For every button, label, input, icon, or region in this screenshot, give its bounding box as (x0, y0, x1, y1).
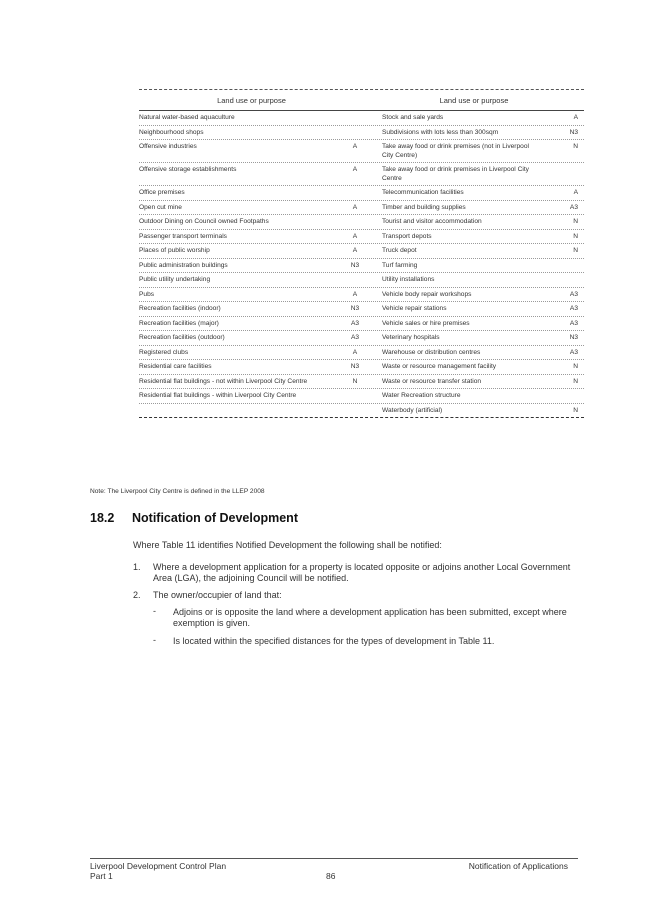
land-use-right: Take away food or drink premises (not in Liverpool City Centre) (382, 143, 529, 159)
notification-code-right: A3 (569, 290, 578, 298)
notification-code-right: A3 (569, 348, 578, 356)
land-use-left: Recreation facilities (major) (139, 319, 219, 327)
land-use-right: Vehicle sales or hire premises (382, 319, 470, 327)
land-use-right: Truck depot (382, 247, 417, 254)
footer-part: Part 1 (90, 871, 113, 881)
list-item (133, 590, 578, 647)
notification-code-left: A3 (350, 334, 360, 341)
land-use-left: Public administration buildings (139, 261, 228, 269)
bullet-marker: - (153, 606, 156, 616)
table-row (139, 215, 584, 230)
land-use-left: Natural water-based aquaculture (139, 114, 235, 121)
notification-code-right: A3 (569, 319, 578, 327)
notification-code-left: A (352, 247, 358, 254)
section-intro: Where Table 11 identifies Notified Development the following shall be notified: (133, 540, 442, 550)
land-use-left: Registered clubs (139, 348, 189, 356)
notification-code-left: A (352, 203, 358, 211)
land-use-right: Waste or resource transfer station (382, 377, 482, 385)
land-use-right: Telecommunication facilities (382, 189, 464, 196)
land-use-left: Residential care facilities (139, 363, 212, 370)
bullet-text: Is located within the specified distances for the types of development in Table 11. (173, 636, 495, 646)
notification-code-right: N (573, 143, 578, 150)
land-use-left: Outdoor Dining on Council owned Footpaths (139, 218, 269, 225)
land-use-right: Veterinary hospitals (382, 334, 440, 341)
land-use-right: Water Recreation structure (382, 392, 461, 399)
land-use-left: Passenger transport terminals (139, 232, 227, 240)
table-row (139, 230, 584, 245)
table-row (139, 186, 584, 201)
land-use-left: Offensive industries (139, 143, 197, 150)
land-use-left: Recreation facilities (outdoor) (139, 334, 225, 341)
table-row (139, 288, 584, 303)
notification-code-right: N (573, 377, 578, 385)
footer-doc-title: Liverpool Development Control Plan (90, 861, 227, 871)
notification-code-right (537, 273, 584, 287)
land-use-left: Recreation facilities (indoor) (139, 305, 221, 312)
bullet-item (153, 607, 578, 629)
notification-code-left: A (352, 232, 358, 240)
table-row (139, 140, 584, 163)
land-use-right: Waste or resource management facility (382, 363, 497, 370)
notification-code-right (537, 259, 584, 273)
notification-code-left: N3 (350, 363, 360, 370)
table-row (139, 317, 584, 332)
land-use-left: Residential flat buildings - within Liverpool City Centre (139, 392, 297, 399)
land-use-table (139, 89, 584, 418)
land-use-left: Residential flat buildings - not within Liverpool City Centre (139, 377, 308, 385)
land-use-right: Subdivisions with lots less than 300sqm (382, 128, 499, 136)
page-number: 86 (326, 871, 336, 881)
list-item-text: The owner/occupier of land that: (153, 590, 282, 600)
table-row (139, 389, 584, 404)
notification-code-left: A (352, 143, 358, 150)
table-row (139, 163, 584, 186)
land-use-right: Stock and sale yards (382, 114, 444, 121)
notification-code-right: N (573, 218, 578, 225)
list-marker: 1. (133, 562, 141, 572)
notification-code-right: N3 (569, 128, 578, 136)
list-item (133, 562, 578, 584)
land-use-right: Timber and building supplies (382, 203, 466, 211)
table-row (139, 273, 584, 288)
bullet-marker: - (153, 635, 156, 645)
table-body (139, 111, 584, 418)
notification-code-left: N3 (350, 261, 360, 269)
bullet-text: Adjoins or is opposite the land where a development application has been submitted, except where exemption is given. (173, 607, 567, 628)
footer-chapter: Notification of Applications (468, 861, 568, 871)
land-use-right: Waterbody (artificial) (382, 406, 443, 414)
land-use-right: Utility installations (382, 276, 435, 283)
notification-code-right: N (573, 232, 578, 240)
land-use-left: Neighbourhood shops (139, 128, 204, 136)
section-title: Notification of Development (132, 511, 298, 525)
notification-code-right: A (573, 114, 578, 121)
table-row (139, 404, 584, 419)
notification-code-left: A (352, 290, 358, 298)
page-footer (90, 858, 578, 881)
bullet-item (153, 636, 578, 647)
table-row (139, 259, 584, 274)
notification-code-left: A (352, 348, 358, 356)
land-use-right: Warehouse or distribution centres (382, 348, 481, 356)
land-use-right: Transport depots (382, 232, 432, 240)
table-row (139, 201, 584, 216)
notification-code-right: N (573, 406, 578, 414)
land-use-left: Places of public worship (139, 247, 210, 254)
notification-code-right (537, 389, 584, 403)
notification-list (133, 562, 578, 654)
land-use-right: Vehicle repair stations (382, 305, 447, 312)
table-row (139, 126, 584, 141)
notification-code-left (346, 215, 364, 229)
notification-code-right: N (573, 363, 578, 370)
land-use-left: Open cut mine (139, 203, 182, 211)
land-use-left: Pubs (139, 290, 155, 298)
land-use-right: Tourist and visitor accommodation (382, 218, 482, 225)
notification-code-left (346, 389, 364, 403)
land-use-left: Office premises (139, 189, 185, 196)
owner-criteria-list (153, 607, 578, 647)
land-use-right: Take away food or drink premises in Liverpool City Centre (382, 166, 529, 182)
table-row (139, 111, 584, 126)
list-marker: 2. (133, 590, 141, 600)
table-note: Note: The Liverpool City Centre is defined in the LLEP 2008 (90, 488, 265, 495)
notification-code-right: A3 (569, 305, 578, 312)
table-row (139, 331, 584, 346)
section-heading (90, 511, 298, 525)
land-use-left (139, 404, 346, 418)
notification-code-right: N3 (569, 334, 578, 341)
notification-code-left: N3 (350, 305, 360, 312)
notification-code-left (346, 186, 364, 200)
table-row (139, 244, 584, 259)
notification-code-left (346, 273, 364, 287)
table-row (139, 375, 584, 390)
land-use-right: Turf farming (382, 261, 418, 269)
land-use-left: Offensive storage establishments (139, 166, 237, 173)
table-row (139, 302, 584, 317)
table-row (139, 346, 584, 361)
section-number: 18.2 (90, 511, 115, 525)
notification-code-left (346, 404, 364, 418)
column-header-right: Land use or purpose (439, 95, 509, 105)
notification-code-right: A (573, 189, 578, 196)
list-item-text: Where a development application for a property is located opposite or adjoins another Local Government Area (LGA), the adjoining Council will be notified. (153, 562, 571, 583)
notification-code-left (346, 126, 364, 140)
land-use-left: Public utility undertaking (139, 276, 211, 283)
notification-code-left: A (352, 166, 358, 173)
column-header-left: Land use or purpose (217, 95, 286, 105)
notification-code-left (346, 111, 364, 125)
table-header (139, 90, 584, 111)
land-use-right: Vehicle body repair workshops (382, 290, 472, 298)
notification-code-left: N (352, 377, 358, 385)
table-row (139, 360, 584, 375)
notification-code-left: A3 (350, 319, 360, 327)
notification-code-right: N (573, 247, 578, 254)
notification-code-right (537, 163, 584, 185)
notification-code-right: A3 (569, 203, 578, 211)
